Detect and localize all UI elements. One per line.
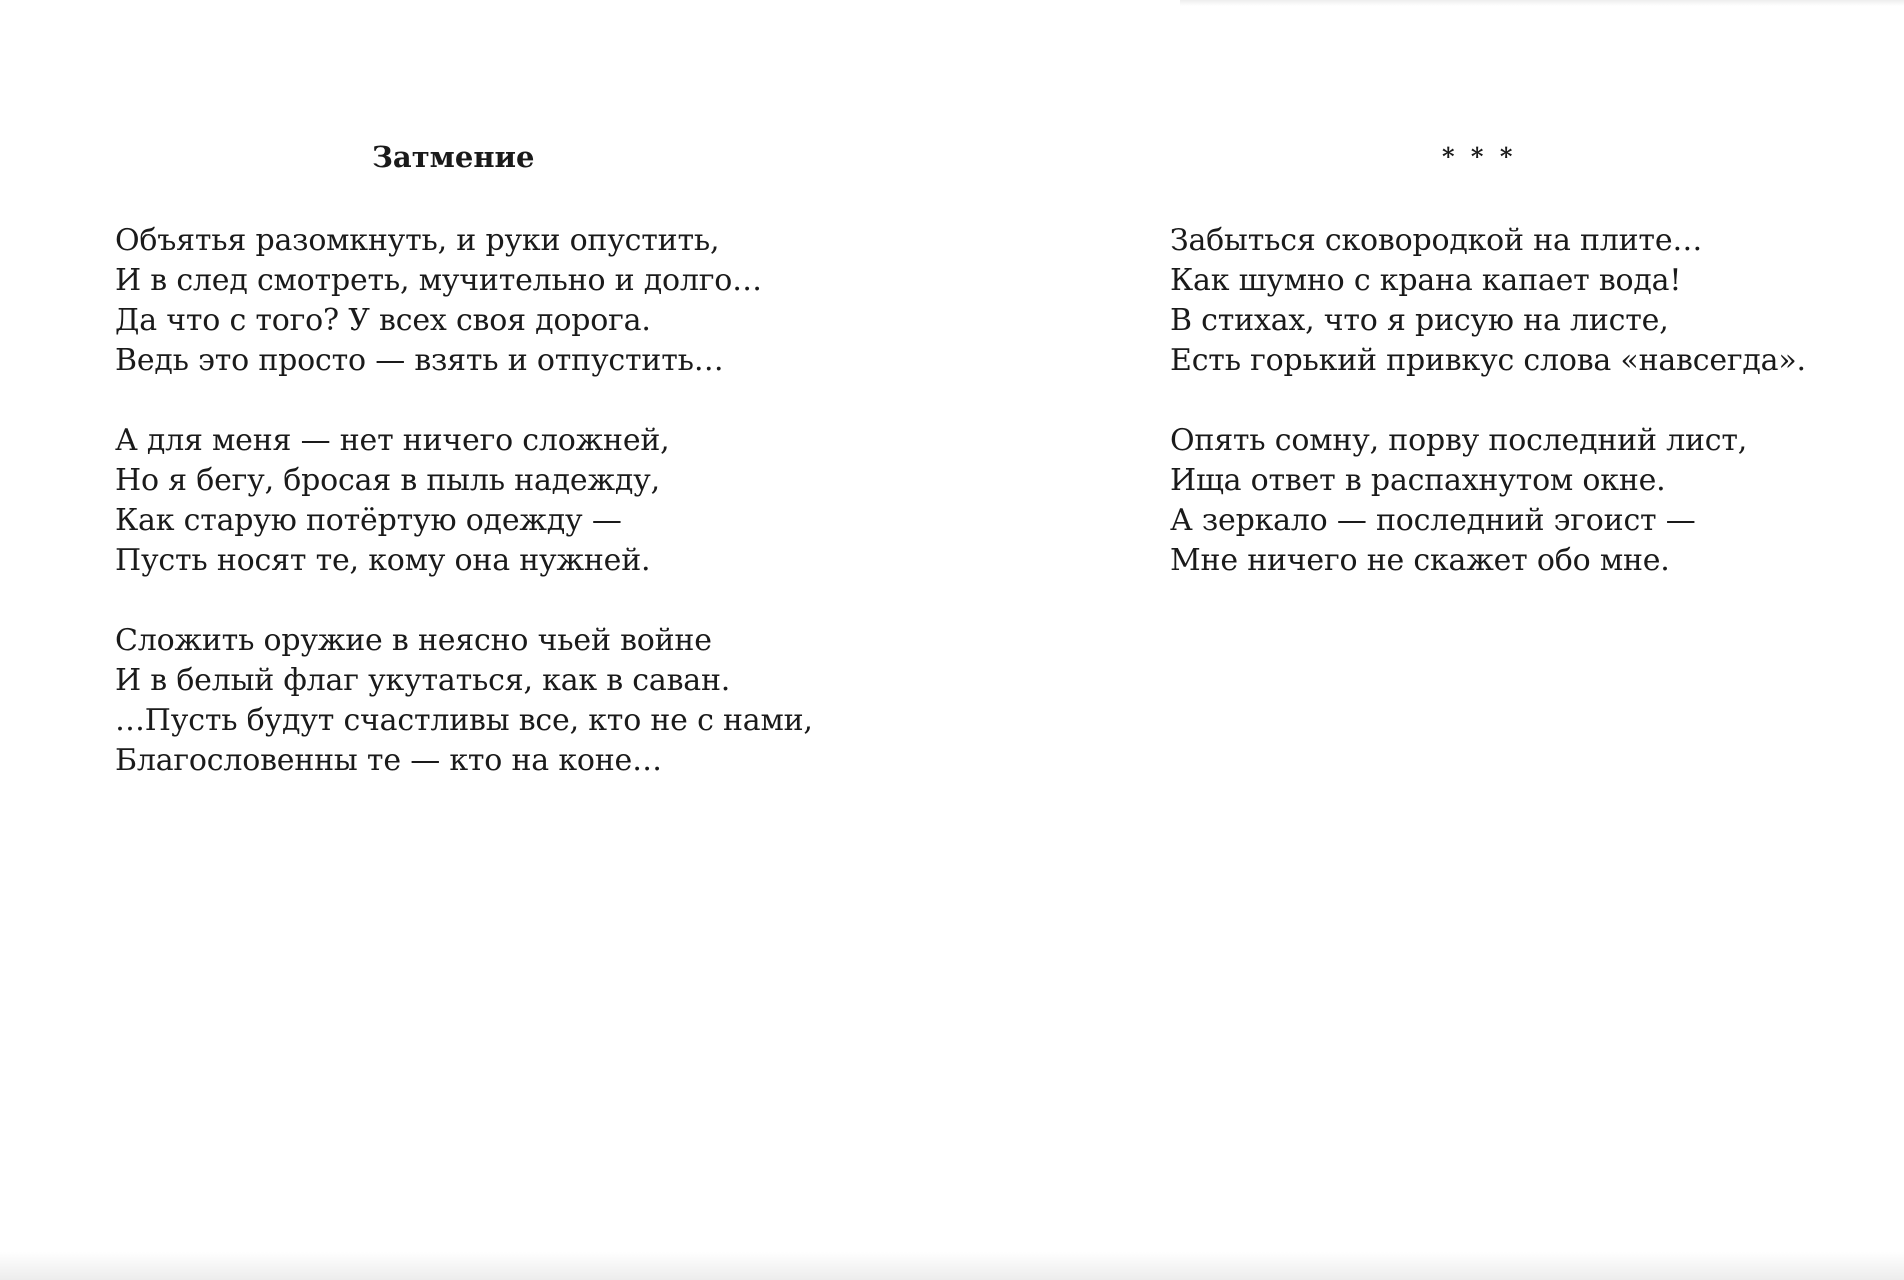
poem-line: Да что с того? У всех своя дорога. [115,303,651,338]
poem-line: Объятья разомкнуть, и руки опустить, [115,223,720,258]
poem-line: Как старую потёртую одежду — [115,503,622,538]
poem-line: И в белый флаг укутаться, как в саван. [115,663,731,698]
poem-line: Есть горький привкус слова «навсегда». [1170,343,1806,378]
page-bottom-shadow [0,1252,1904,1280]
poem-line: Ища ответ в распахнутом окне. [1170,463,1666,498]
page-edge-shadow [1180,0,1904,6]
poem-line: Пусть носят те, кому она нужней. [115,543,651,578]
poem-line: Мне ничего не скажет обо мне. [1170,543,1670,578]
poem-line: А зеркало — последний эгоист — [1170,503,1696,538]
poem-line: Сложить оружие в неясно чьей войне [115,623,712,658]
poem-line: Опять сомну, порву последний лист, [1170,423,1748,458]
stanza [115,221,813,381]
poem-line: Как шумно с крана капает вода! [1170,263,1682,298]
poem-line: Ведь это просто — взять и отпустить… [115,343,724,378]
stanza [115,421,813,581]
poem-body-left [115,221,813,821]
poem-line: И в след смотреть, мучительно и долго… [115,263,762,298]
poem-line: Благословенны те — кто на коне… [115,743,662,778]
poem-line: В стихах, что я рисую на листе, [1170,303,1669,338]
poem-line: А для меня — нет ничего сложней, [115,423,670,458]
poem-title-right: * * * [1442,142,1517,171]
poem-body-right [1170,221,1806,621]
stanza [1170,221,1806,381]
poem-line: …Пусть будут счастливы все, кто не с нами, [115,703,813,738]
stanza [115,621,813,781]
stanza [1170,421,1806,581]
poem-line: Но я бегу, бросая в пыль надежду, [115,463,660,498]
poem-line: Забыться сковородкой на плите… [1170,223,1703,258]
poem-title-left: Затмение [372,140,535,174]
